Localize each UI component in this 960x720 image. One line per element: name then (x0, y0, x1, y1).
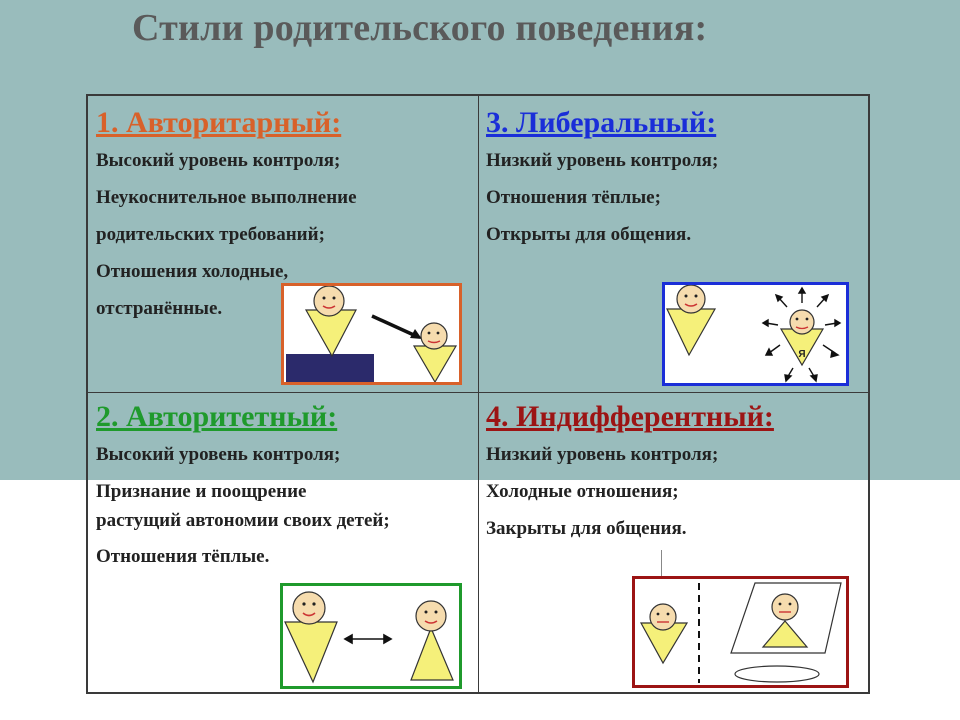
text-line: родительских требований; (96, 224, 325, 245)
illustration-authoritative (280, 583, 462, 689)
wall-block (286, 354, 374, 382)
parent-figure (641, 604, 687, 663)
illustration-authoritarian (281, 283, 462, 385)
child-figure (763, 594, 807, 647)
heading-liberal: 3. Либеральный: (486, 106, 717, 139)
child-figure (781, 310, 823, 365)
illustration-liberal (662, 282, 849, 386)
double-arrow-icon (345, 635, 391, 643)
parent-figure (667, 285, 715, 355)
text-line: Закрыты для общения. (486, 518, 687, 539)
illustration-indifferent (632, 576, 849, 688)
floor-ellipse (735, 666, 819, 682)
text-line: Низкий уровень контроля; (486, 150, 719, 171)
text-line: Признание и поощрение (96, 481, 307, 502)
cell-liberal (486, 106, 718, 253)
table-divider-vertical (478, 96, 479, 692)
connector-line (661, 550, 662, 576)
heading-indifferent: 4. Индифферентный: (486, 400, 774, 433)
text-line: растущий автономии своих детей; (96, 510, 390, 531)
text-line: Отношения тёплые. (96, 546, 270, 567)
text-line: Отношения тёплые; (486, 187, 661, 208)
cell-authoritative (96, 400, 390, 575)
heading-authoritative: 2. Авторитетный: (96, 400, 338, 433)
text-line: отстранённые. (96, 298, 223, 319)
heading-authoritarian: 1. Авторитарный: (96, 106, 342, 139)
text-line: Низкий уровень контроля; (486, 444, 719, 465)
text-line: Высокий уровень контроля; (96, 444, 341, 465)
figure-label: Я (798, 349, 806, 360)
text-line: Открыты для общения. (486, 224, 692, 245)
cell-indifferent (486, 400, 774, 547)
parent-figure (306, 286, 356, 356)
text-line: Высокий уровень контроля; (96, 150, 341, 171)
slide-title: Стили родительского поведения: (132, 7, 708, 49)
text-line: Холодные отношения; (486, 481, 679, 502)
child-figure (411, 601, 453, 680)
child-figure (414, 323, 456, 382)
text-line: Отношения холодные, (96, 261, 289, 282)
text-line: Неукоснительное выполнение (96, 187, 357, 208)
arrow-icon (372, 316, 422, 339)
parent-figure (285, 592, 337, 682)
table-divider-horizontal (88, 392, 868, 393)
